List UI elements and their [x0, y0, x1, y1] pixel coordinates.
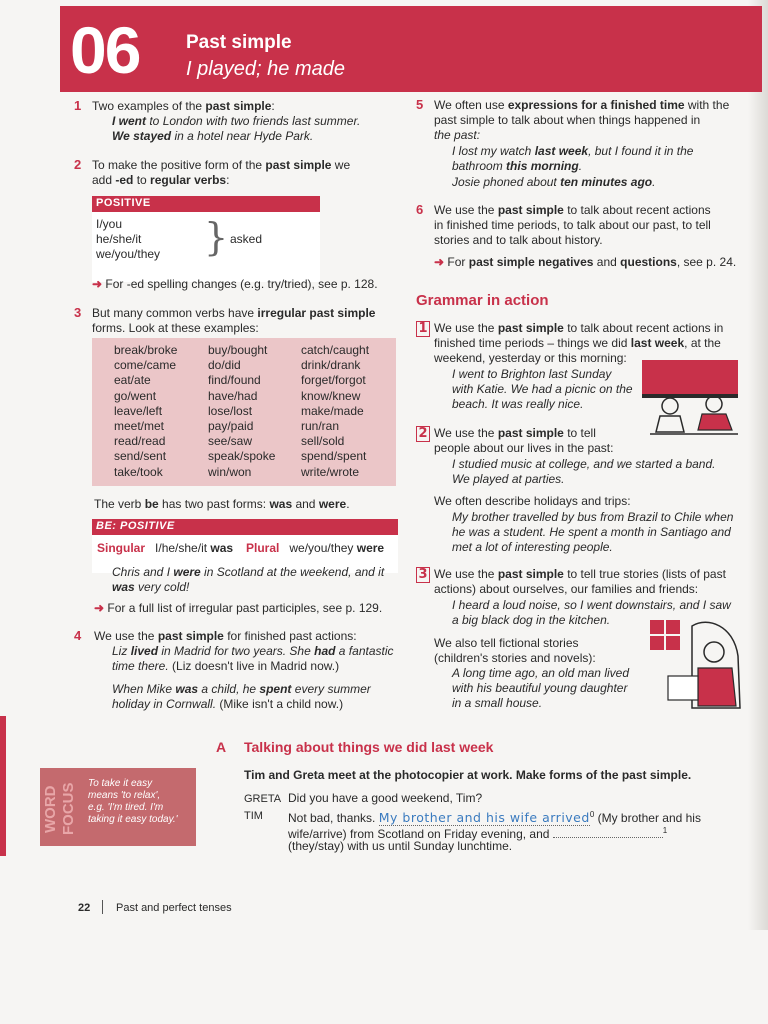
ga-2-example-3: My brother travelled by bus from Brazil to Chile when: [452, 510, 734, 524]
ga-1-line-2: finished time periods – things we did last week, at the: [434, 336, 721, 350]
page-number: 22: [78, 902, 91, 914]
ga-3-example-1: I heard a loud noise, so I went downstairs, and I saw: [452, 598, 731, 612]
word-focus-line-2: means 'to relax',: [88, 790, 161, 801]
exercise-letter: A: [216, 739, 227, 755]
exercise-title: Talking about things we did last week: [244, 739, 494, 755]
chapter-title: Past simple: [186, 32, 292, 53]
word-focus-title: WORD FOCUS: [42, 782, 77, 836]
ga-number-1: 1: [416, 321, 430, 337]
irregular-column-2: [208, 343, 275, 480]
be-positive-heading: BE: POSITIVE: [96, 520, 175, 532]
ga-2-line-3: We often describe holidays and trips:: [434, 494, 631, 508]
ga-2-example-5: met a lot of interesting people.: [452, 540, 613, 554]
arrow-right-icon: ➜: [94, 601, 105, 615]
ga-3-example-2: a big black dog in the kitchen.: [452, 613, 611, 627]
word-focus-line-1: To take it easy: [88, 778, 153, 789]
irregular-verb: speak/spoke: [208, 449, 276, 464]
answer-0-input[interactable]: My brother and his wife arrived: [378, 810, 590, 825]
point-5-example-2: bathroom this morning.: [452, 159, 583, 173]
point-4-example-3: When Mike was a child, he spent every summer: [112, 682, 371, 696]
side-margin-bar: [0, 716, 6, 856]
irregular-verb: run/ran: [301, 419, 340, 434]
picnic-illustration: [640, 352, 742, 438]
ga-2-line-1: We use the past simple to tell: [434, 426, 596, 440]
irregular-column-3: [301, 343, 369, 480]
irregular-verb: sell/sold: [301, 434, 345, 449]
irregular-verb: go/went: [114, 388, 157, 403]
irregular-column-1: [114, 343, 177, 480]
irregular-verb: eat/ate: [114, 373, 151, 388]
ga-3-line-1: We use the past simple to tell true stories (lists of past: [434, 567, 726, 581]
irregular-verb: leave/left: [114, 403, 163, 418]
point-5-example-3: Josie phoned about ten minutes ago.: [452, 175, 656, 189]
ga-3-line-2: actions) about ourselves, our families and friends:: [434, 582, 699, 596]
be-example-1: Chris and I were in Scotland at the weekend, and it: [112, 565, 385, 579]
word-focus-line-4: taking it easy today.': [88, 814, 178, 825]
chapter-number: 06: [70, 13, 140, 87]
exercise-instruction: Tim and Greta meet at the photocopier at work. Make forms of the past simple.: [244, 768, 692, 782]
tim-line-2: wife/arrive) from Scotland on Friday evening, and $^1$: [288, 826, 668, 841]
irregular-verb: make/made: [301, 403, 364, 418]
speaker-greta: GRETA: [244, 793, 282, 805]
irregular-verb: forget/forgot: [301, 373, 366, 388]
answer-1-input[interactable]: [553, 825, 663, 838]
ga-1-line-3: weekend, yesterday or this morning:: [434, 351, 627, 365]
be-intro: The verb be has two past forms: was and were.: [94, 497, 350, 511]
point-6-line-2: in finished time periods, to talk about our past, to tell: [434, 218, 711, 232]
point-1-text: Two examples of the past simple:: [92, 99, 275, 113]
point-4-example-2: time there. (Liz doesn't live in Madrid now.): [112, 659, 340, 673]
irregular-verb: send/sent: [114, 449, 167, 464]
irregular-verb: lose/lost: [208, 403, 253, 418]
reference-spelling: ➜ For -ed spelling changes (e.g. try/tried), see p. 128.: [92, 277, 378, 291]
ga-2-line-2: people about our lives in the past:: [434, 441, 614, 455]
irregular-verb: break/broke: [114, 343, 178, 357]
arrow-right-icon: ➜: [434, 255, 445, 269]
point-number-6: 6: [416, 202, 424, 217]
be-singular-row: Singular I/he/she/it was: [97, 541, 234, 555]
chapter-subtitle: I played; he made: [186, 58, 345, 80]
ga-3-line-3: We also tell fictional stories: [434, 636, 579, 650]
point-number-5: 5: [416, 97, 424, 112]
irregular-verb: buy/bought: [208, 343, 268, 357]
ga-3-example-3: A long time ago, an old man lived: [452, 666, 629, 680]
irregular-verb: spend/spent: [301, 449, 367, 464]
point-5-line-1: We often use expressions for a finished time with the: [434, 98, 730, 112]
irregular-verb: find/found: [208, 373, 261, 388]
ga-2-example-4: he was a student. He spent a month in Santiago and: [452, 525, 731, 539]
word-focus-line-3: e.g. 'I'm tired. I'm: [88, 802, 164, 813]
point-2-line-1: To make the positive form of the past simple we: [92, 158, 351, 172]
positive-table-heading: POSITIVE: [96, 197, 151, 209]
point-number-1: 1: [74, 98, 82, 113]
ga-number-2: 2: [416, 426, 430, 442]
brace-icon: }: [204, 215, 229, 259]
ga-1-example-2: with Katie. We had a picnic on the: [452, 382, 633, 396]
point-5-example-1: I lost my watch last week, but I found it in the: [452, 144, 694, 158]
be-example-2: was very cold!: [112, 580, 190, 594]
chapter-header: [60, 6, 762, 92]
ga-2-example-2: We played at parties.: [452, 472, 565, 486]
positive-subject-2: he/she/it: [96, 232, 142, 246]
irregular-verb: pay/paid: [208, 419, 254, 434]
irregular-verb: do/did: [208, 358, 241, 373]
grammar-in-action-title: Grammar in action: [416, 292, 549, 309]
ga-3-example-5: in a small house.: [452, 696, 543, 710]
reference-participles: ➜ For a full list of irregular past participles, see p. 129.: [94, 601, 383, 615]
point-6-line-3: stories and to talk about history.: [434, 233, 603, 247]
ga-1-example-3: beach. It was really nice.: [452, 397, 584, 411]
ga-3-example-4: with his beautiful young daughter: [452, 681, 628, 695]
ga-3-line-4: (children's stories and novels):: [434, 651, 596, 665]
point-4-line-1: We use the past simple for finished past actions:: [94, 629, 357, 643]
point-5-line-2: past simple to talk about when things happened in: [434, 113, 701, 127]
point-3-line-1: But many common verbs have irregular past simple: [92, 306, 376, 320]
irregular-verb: come/came: [114, 358, 177, 373]
tim-line-1: Not bad, thanks. My brother and his wife arrived$^0$ (My brother and his: [288, 810, 701, 825]
speaker-tim: TIM: [244, 810, 263, 822]
tim-line-3: (they/stay) with us until Sunday lunchtime.: [288, 839, 513, 853]
positive-verb: asked: [230, 232, 263, 246]
irregular-verb: know/knew: [301, 388, 361, 403]
positive-subject-1: I/you: [96, 217, 123, 231]
ga-number-3: 3: [416, 567, 430, 583]
point-number-3: 3: [74, 305, 82, 320]
point-4-example-1: Liz lived in Madrid for two years. She had a fantastic: [112, 644, 394, 658]
irregular-verb: have/had: [208, 388, 258, 403]
point-3-line-2: forms. Look at these examples:: [92, 321, 259, 335]
ga-1-example-1: I went to Brighton last Sunday: [452, 367, 612, 381]
storytelling-illustration: [648, 616, 744, 712]
be-plural-row: Plural we/you/they were: [246, 541, 385, 555]
greta-line: Did you have a good weekend, Tim?: [288, 791, 483, 805]
arrow-right-icon: ➜: [92, 277, 103, 291]
footer-divider: [102, 900, 103, 914]
sun-umbrella-shape: [642, 360, 738, 394]
irregular-verb: take/took: [114, 464, 163, 479]
point-1-example-1: I went to London with two friends last summer.: [112, 114, 361, 128]
ga-1-line-1: We use the past simple to talk about recent actions in: [434, 321, 724, 335]
irregular-verb: drink/drank: [301, 358, 361, 373]
point-number-2: 2: [74, 157, 82, 172]
point-2-line-2: add -ed to regular verbs:: [92, 173, 230, 187]
irregular-verb: write/wrote: [301, 464, 360, 479]
point-5-line-3: the past:: [434, 128, 481, 142]
ga-2-example-1: I studied music at college, and we started a band.: [452, 457, 716, 471]
irregular-verb: win/won: [208, 464, 252, 479]
point-number-4: 4: [74, 628, 82, 643]
irregular-verb: read/read: [114, 434, 166, 449]
point-6-line-1: We use the past simple to talk about recent actions: [434, 203, 711, 217]
reference-negatives: ➜ For past simple negatives and questions, see p. 24.: [434, 255, 737, 269]
point-1-example-2: We stayed in a hotel near Hyde Park.: [112, 129, 314, 143]
footer-section: Past and perfect tenses: [116, 902, 232, 914]
irregular-verb: catch/caught: [301, 343, 370, 357]
point-4-example-4: holiday in Cornwall. (Mike isn't a child now.): [112, 697, 344, 711]
irregular-verb: see/saw: [208, 434, 253, 449]
irregular-verb: meet/met: [114, 419, 165, 434]
scan-shadow: [748, 0, 768, 930]
positive-subject-3: we/you/they: [96, 247, 161, 261]
